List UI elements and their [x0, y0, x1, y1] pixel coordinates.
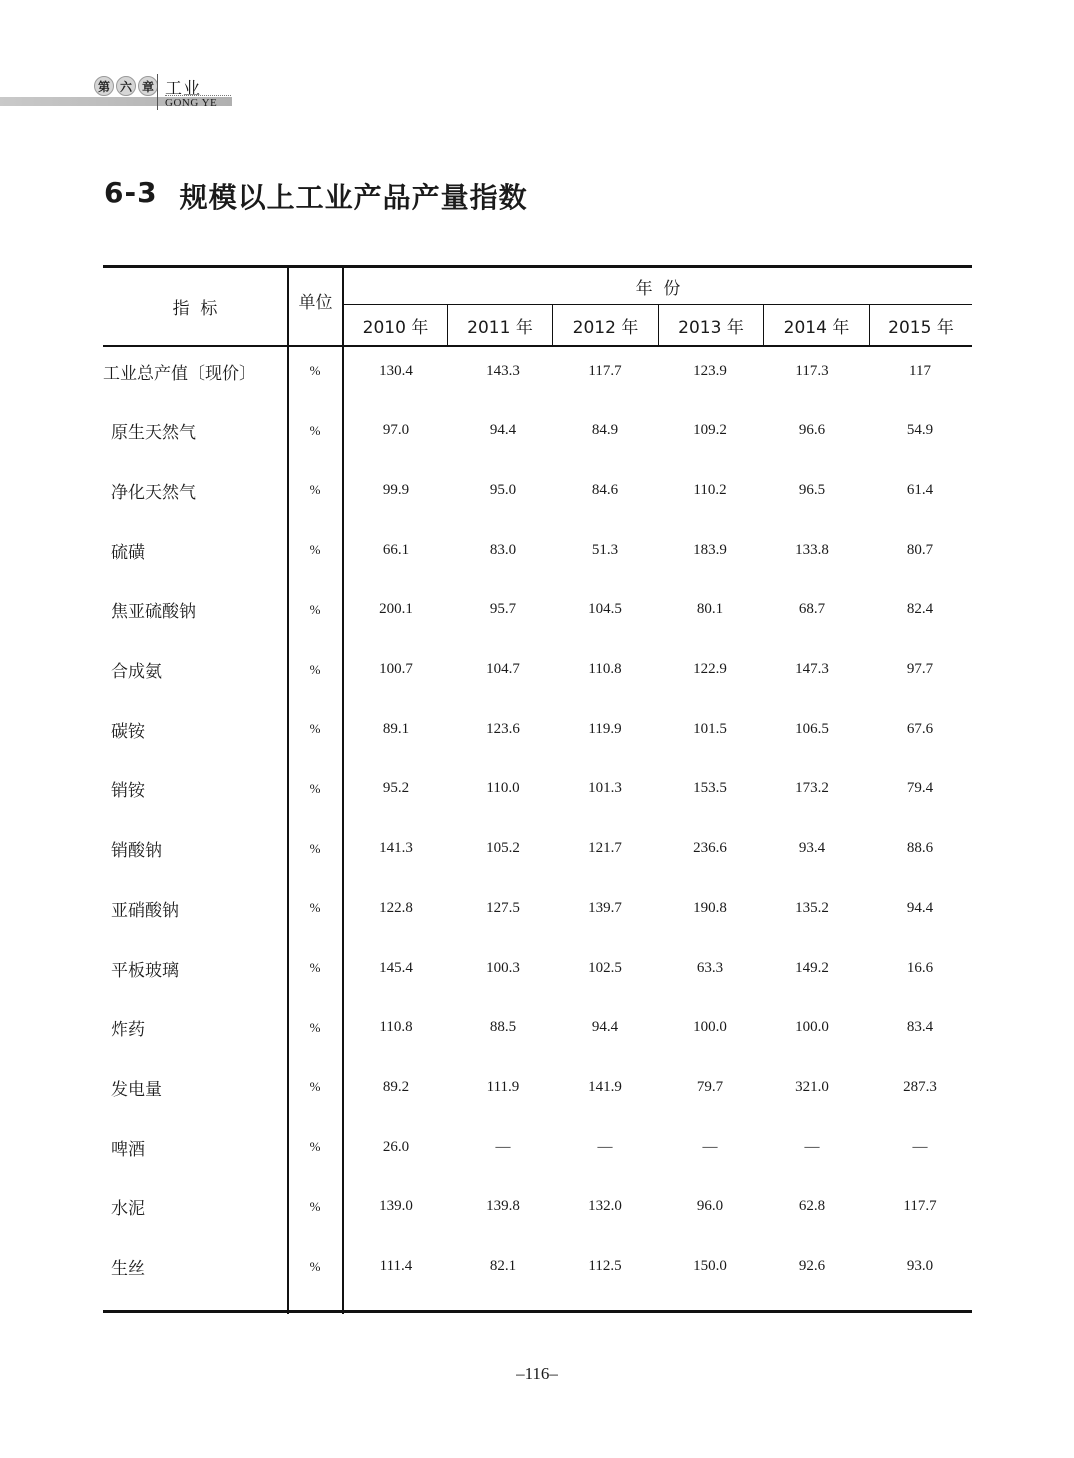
year-header: 2013 年 [678, 317, 744, 338]
table-row [103, 1237, 972, 1297]
row-value: 135.2 [795, 899, 829, 916]
row-value: 110.2 [693, 481, 727, 498]
row-value: 95.2 [382, 780, 410, 797]
table-row [103, 1117, 972, 1177]
row-unit: % [309, 721, 321, 737]
row-value: 93.0 [906, 1258, 934, 1274]
chapter-char: 第 [94, 76, 114, 96]
row-value: 111.4 [379, 1258, 413, 1274]
row-value: — [495, 1138, 511, 1155]
row-unit: % [309, 661, 321, 677]
row-unit: % [309, 780, 321, 796]
table-row [103, 819, 972, 879]
row-value: 110.8 [379, 1019, 413, 1036]
year-header: 2014 年 [783, 317, 850, 338]
row-value: 99.9 [382, 481, 410, 498]
row-indicator: 平板玻璃 [111, 960, 179, 981]
row-value: 88.5 [489, 1019, 517, 1036]
table-row [103, 580, 972, 640]
row-indicator: 合成氨 [111, 662, 162, 682]
chapter-char: 章 [138, 76, 158, 96]
row-value: 132.0 [588, 1198, 622, 1215]
row-value: 130.4 [379, 362, 413, 379]
row-value: 127.5 [486, 899, 520, 916]
row-value: 141.9 [588, 1078, 622, 1095]
row-value: 80.1 [696, 601, 724, 618]
row-value: 104.7 [486, 661, 520, 677]
table-row [103, 998, 972, 1058]
row-value: 109.2 [693, 422, 727, 439]
row-value: 287.3 [903, 1078, 937, 1095]
row-indicator: 发电量 [111, 1079, 162, 1100]
table-row [103, 759, 972, 819]
row-indicator: 亚硝酸钠 [111, 900, 179, 921]
row-value: 123.6 [486, 720, 520, 737]
row-value: 94.4 [906, 899, 934, 916]
year-header: 2011 年 [467, 317, 533, 338]
table-row [103, 460, 972, 520]
year-header: 2010 年 [362, 317, 429, 338]
row-value: 100.0 [795, 1019, 829, 1036]
section-title: 工业 [165, 79, 201, 99]
row-unit: % [309, 1079, 321, 1095]
row-value: 117.3 [795, 362, 829, 379]
row-value: 79.7 [696, 1078, 724, 1095]
row-value: 79.4 [906, 780, 934, 797]
row-value: 94.4 [489, 422, 517, 439]
row-value: 80.7 [906, 541, 934, 558]
column-header-unit: 单位 [298, 292, 333, 313]
table-row [103, 699, 972, 759]
row-value: 139.0 [379, 1198, 413, 1215]
row-value: 111.9 [486, 1078, 520, 1095]
row-value: 102.5 [588, 959, 622, 976]
row-indicator: 工业总产值〔现价〕 [103, 363, 256, 384]
row-unit: % [309, 542, 321, 558]
row-value: 112.5 [588, 1258, 622, 1274]
row-indicator: 碳铵 [111, 721, 145, 742]
year-header: 2012 年 [572, 317, 639, 338]
row-value: 133.8 [795, 541, 829, 558]
year-header: 2015 年 [888, 317, 954, 338]
row-indicator: 水泥 [111, 1199, 145, 1220]
row-value: 236.6 [693, 840, 727, 857]
row-value: 100.7 [379, 661, 413, 677]
row-indicator: 净化天然气 [111, 482, 196, 503]
row-value: 83.4 [906, 1019, 934, 1036]
row-value: 121.7 [588, 840, 622, 857]
header-divider [157, 74, 158, 110]
row-value: 123.9 [693, 362, 727, 379]
row-value: 68.7 [798, 601, 826, 618]
row-value: 145.4 [379, 959, 413, 976]
row-indicator: 焦亚硫酸钠 [111, 602, 196, 623]
data-table [103, 265, 972, 1314]
row-value: 54.9 [906, 422, 934, 439]
row-value: 84.6 [591, 481, 619, 498]
row-indicator: 生丝 [111, 1259, 145, 1279]
row-value: 61.4 [906, 481, 934, 498]
row-value: 105.2 [486, 840, 520, 857]
row-value: 93.4 [798, 840, 826, 857]
row-value: 96.0 [696, 1198, 724, 1215]
row-indicator: 销酸钠 [111, 841, 162, 862]
row-value: 62.8 [798, 1198, 826, 1215]
row-unit: % [309, 960, 321, 975]
row-unit: % [309, 1198, 321, 1214]
row-value: 173.2 [795, 780, 829, 797]
row-value: 66.1 [382, 541, 410, 558]
row-value: 122.8 [379, 899, 413, 916]
row-value: 147.3 [795, 661, 829, 677]
row-value: 106.5 [795, 720, 829, 737]
row-indicator: 销铵 [111, 781, 145, 802]
row-indicator: 炸药 [111, 1020, 145, 1041]
section-pinyin: GONG YE [165, 97, 218, 109]
row-unit: % [309, 1139, 321, 1155]
table-number: 6-3 [104, 176, 158, 209]
row-unit: % [309, 900, 321, 916]
table-row [103, 1057, 972, 1117]
row-value: — [702, 1138, 718, 1155]
chapter-badge [94, 76, 158, 96]
table-row [103, 640, 972, 700]
page-title [104, 176, 528, 216]
row-value: 321.0 [795, 1078, 829, 1095]
row-value: 139.8 [486, 1198, 520, 1215]
row-unit: % [309, 422, 321, 438]
row-value: 143.3 [486, 362, 520, 379]
row-indicator: 啤酒 [111, 1139, 145, 1160]
page-number: –116– [516, 1364, 558, 1383]
row-value: 89.2 [382, 1078, 410, 1095]
row-value: 95.7 [489, 601, 517, 618]
row-value: 84.9 [591, 422, 619, 439]
row-value: 97.0 [382, 422, 410, 439]
header-dotted-rule [165, 95, 231, 96]
row-value: 97.7 [906, 661, 934, 677]
row-value: 139.7 [588, 899, 622, 916]
row-value: — [597, 1138, 613, 1155]
row-unit: % [309, 363, 321, 378]
row-value: 63.3 [696, 959, 724, 976]
row-value: 190.8 [693, 899, 727, 916]
row-value: 96.5 [798, 481, 826, 498]
chapter-char: 六 [116, 76, 136, 96]
row-value: 110.8 [588, 661, 622, 677]
row-value: 117 [909, 362, 931, 379]
row-value: 16.6 [906, 959, 934, 976]
table-row [103, 1177, 972, 1237]
row-value: 141.3 [379, 840, 413, 857]
row-unit: % [309, 1258, 321, 1274]
row-value: 104.5 [588, 601, 622, 618]
row-value: 89.1 [382, 720, 410, 737]
row-value: 122.9 [693, 661, 727, 677]
table-row [103, 401, 972, 461]
row-value: 117.7 [903, 1198, 937, 1215]
row-unit: % [309, 482, 321, 498]
row-value: 83.0 [489, 541, 517, 558]
row-unit: % [309, 601, 321, 617]
table-row [103, 520, 972, 580]
row-value: 100.3 [486, 959, 520, 976]
row-value: 67.6 [906, 720, 934, 737]
row-value: 95.0 [489, 481, 517, 498]
row-value: 94.4 [591, 1019, 619, 1036]
table-bottom-rule [103, 1310, 972, 1313]
row-value: 153.5 [693, 780, 727, 797]
row-value: 117.7 [588, 362, 622, 379]
column-header-indicator: 指 标 [172, 299, 218, 319]
row-value: 100.0 [693, 1019, 727, 1036]
table-row [103, 938, 972, 998]
row-value: 110.0 [486, 780, 520, 797]
row-value: 92.6 [798, 1258, 826, 1274]
row-value: 88.6 [906, 840, 934, 857]
row-indicator: 原生天然气 [111, 423, 196, 444]
row-unit: % [309, 840, 321, 856]
row-value: 82.1 [489, 1258, 517, 1274]
row-value: 51.3 [591, 541, 619, 558]
row-value: 26.0 [382, 1138, 410, 1155]
row-value: 150.0 [693, 1258, 727, 1274]
row-value: 183.9 [693, 541, 727, 558]
column-header-year-group: 年 份 [635, 278, 681, 299]
row-value: 96.6 [798, 422, 826, 439]
row-value: 200.1 [379, 601, 413, 618]
table-title: 规模以上工业产品产量指数 [179, 181, 528, 214]
row-value: 119.9 [588, 720, 622, 737]
row-value: 82.4 [906, 601, 934, 618]
row-value: — [804, 1138, 820, 1155]
row-indicator: 硫磺 [111, 542, 145, 563]
row-value: 101.5 [693, 720, 727, 737]
row-value: 149.2 [795, 959, 829, 976]
row-value: — [912, 1138, 928, 1155]
table-row [103, 341, 972, 401]
row-unit: % [309, 1019, 321, 1035]
row-value: 101.3 [588, 780, 622, 797]
table-row [103, 878, 972, 938]
